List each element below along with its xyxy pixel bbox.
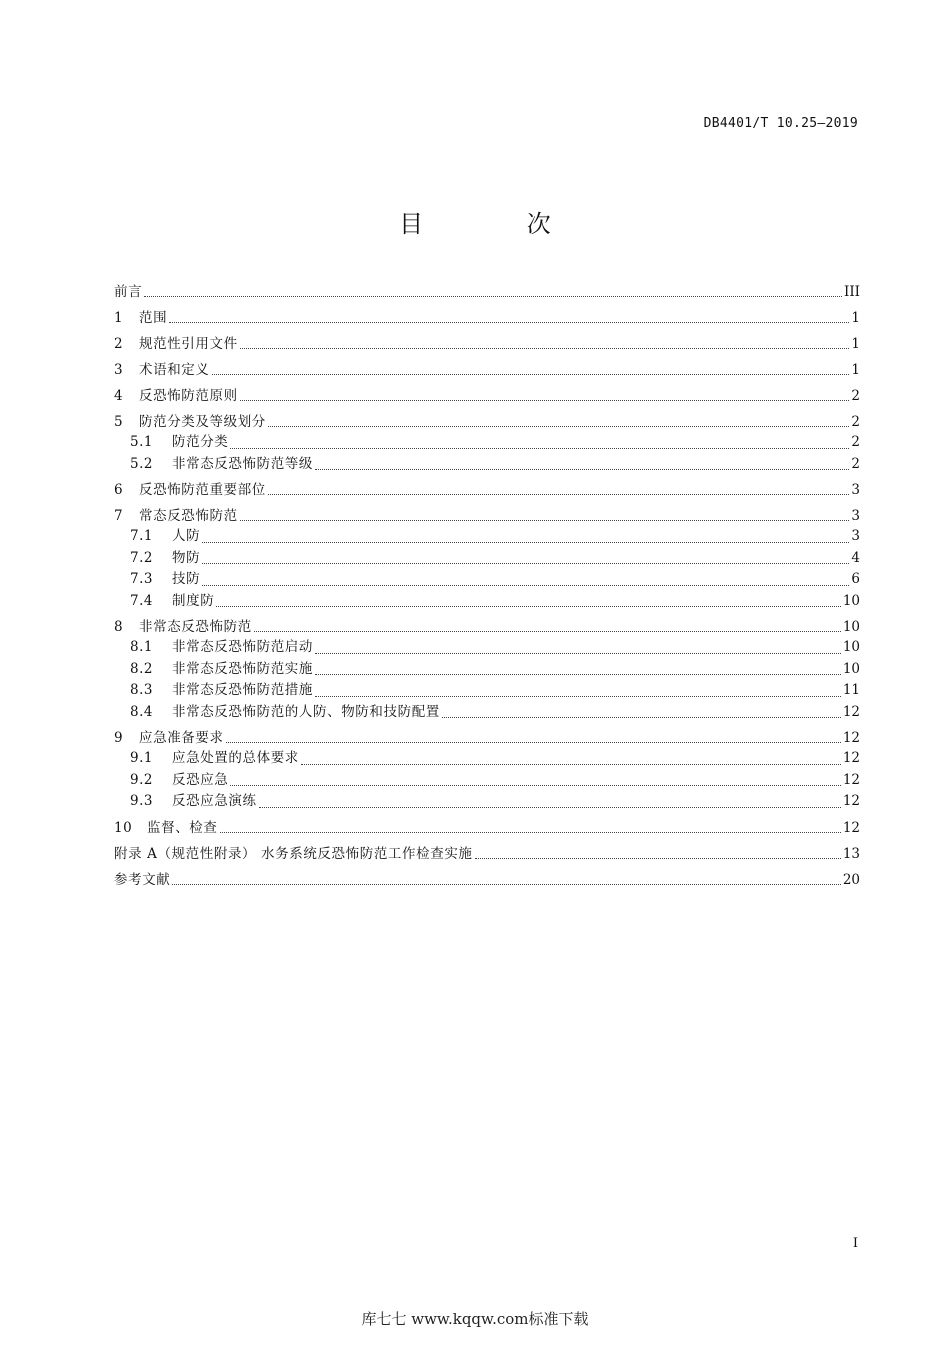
toc-entry-number: 9 (114, 730, 124, 746)
toc-dot-leader (268, 493, 850, 495)
toc-entry-page: 12 (842, 750, 860, 766)
toc-entry-number: 9.1 (130, 750, 153, 766)
toc-entry-label: 防范分类及等级划分 (139, 414, 266, 430)
toc-entry-number: 8.4 (130, 703, 153, 720)
toc-dot-leader (202, 584, 849, 586)
toc-entry-page: 1 (851, 362, 860, 378)
toc-entry[interactable] (114, 526, 860, 548)
toc-entry[interactable] (114, 659, 860, 681)
toc-entry-label: 反恐应急演练 (172, 793, 257, 809)
toc-dot-leader (230, 447, 849, 449)
toc-entry-number: 8.1 (130, 639, 153, 655)
toc-dot-leader (202, 541, 849, 543)
toc-entry[interactable] (114, 569, 860, 591)
toc-entry-label: 物防 (172, 549, 201, 566)
toc-entry-page: III (844, 284, 860, 300)
toc-entry-page: 1 (851, 310, 860, 326)
toc-entry-number: 7.1 (130, 528, 153, 544)
toc-entry-page: 12 (842, 793, 860, 809)
toc-entry[interactable] (114, 617, 860, 637)
toc-dot-leader (315, 652, 841, 654)
toc-entry-label: 监督、检查 (147, 819, 218, 836)
toc-entry[interactable] (114, 506, 860, 526)
toc-dot-leader (220, 831, 841, 833)
toc-entry-number: 2 (114, 336, 124, 352)
toc-entry-label: 应急处置的总体要求 (172, 750, 299, 766)
toc-entry-page: 3 (851, 508, 860, 524)
toc-entry[interactable] (114, 770, 860, 792)
toc-dot-leader (240, 399, 850, 401)
toc-entry-number: 5.1 (130, 434, 153, 450)
toc-entry-page: 10 (842, 619, 860, 635)
toc-dot-leader (259, 806, 841, 808)
toc-entry-page: 1 (851, 336, 860, 352)
toc-dot-leader (172, 883, 840, 885)
toc-entry[interactable] (114, 870, 860, 890)
toc-entry-page: 4 (851, 549, 860, 566)
toc-dot-leader (442, 716, 841, 718)
toc-dot-leader (240, 347, 850, 349)
toc-entry[interactable] (114, 637, 860, 659)
toc-dot-leader (240, 519, 850, 521)
toc-entry-page: 10 (842, 639, 860, 655)
page-title: 目 次 (399, 210, 599, 238)
toc-entry[interactable] (114, 334, 860, 354)
toc-dot-leader (212, 373, 850, 375)
toc-entry-page: 10 (842, 660, 860, 677)
toc-dot-leader (144, 295, 842, 297)
toc-entry-label: 非常态反恐怖防范实施 (172, 660, 313, 677)
toc-entry-number: 10 (114, 819, 133, 836)
toc-entry[interactable] (114, 844, 860, 864)
toc-entry[interactable] (114, 728, 860, 748)
toc-entry-number: 8.3 (130, 682, 153, 698)
toc-entry-number: 6 (114, 482, 124, 498)
toc-dot-leader (301, 763, 841, 765)
toc-entry-label: 非常态反恐怖防范启动 (172, 639, 313, 655)
toc-entry-number: 7.2 (130, 549, 153, 566)
toc-entry-page: 3 (851, 482, 860, 498)
toc-entry-number: 4 (114, 388, 124, 404)
table-of-contents (114, 282, 860, 890)
toc-entry[interactable] (114, 360, 860, 380)
toc-entry-label: 技防 (172, 571, 201, 587)
toc-entry-page: 13 (842, 845, 860, 862)
toc-entry[interactable] (114, 480, 860, 500)
toc-entry-page: 12 (842, 703, 860, 720)
toc-dot-leader (216, 605, 841, 607)
toc-entry[interactable] (114, 702, 860, 724)
toc-entry-label: 常态反恐怖防范 (139, 508, 238, 524)
toc-dot-leader (230, 784, 840, 786)
toc-entry-label: 制度防 (172, 592, 215, 609)
toc-entry[interactable] (114, 412, 860, 432)
toc-dot-leader (315, 468, 849, 470)
page-number: I (852, 1236, 858, 1251)
toc-dot-leader (315, 673, 841, 675)
toc-entry[interactable] (114, 454, 860, 476)
toc-entry-label: 前言 (114, 284, 143, 300)
toc-entry-label: 参考文献 (114, 871, 171, 888)
toc-entry[interactable] (114, 791, 860, 813)
toc-entry-number: 9.2 (130, 771, 153, 788)
toc-entry[interactable] (114, 748, 860, 770)
toc-entry-label: 范围 (139, 310, 168, 326)
toc-entry-number: 7 (114, 508, 124, 524)
toc-entry[interactable] (114, 308, 860, 328)
toc-entry-number: 9.3 (130, 793, 153, 809)
toc-entry-page: 20 (842, 871, 860, 888)
toc-entry-number: 7.4 (130, 592, 153, 609)
toc-entry-number: 7.3 (130, 571, 153, 587)
toc-entry-label: 反恐怖防范原则 (139, 388, 238, 404)
toc-dot-leader (169, 321, 849, 323)
toc-dot-leader (202, 562, 849, 564)
toc-entry-page: 12 (842, 771, 860, 788)
toc-entry[interactable] (114, 548, 860, 570)
toc-entry-number: 5.2 (130, 455, 153, 472)
toc-entry-page: 10 (842, 592, 860, 609)
toc-entry[interactable] (114, 680, 860, 702)
toc-dot-leader (226, 741, 841, 743)
toc-entry-label: 非常态反恐怖防范的人防、物防和技防配置 (172, 703, 440, 720)
toc-entry-number: 8.2 (130, 660, 153, 677)
toc-entry-label: 人防 (172, 528, 201, 544)
toc-entry-label: 反恐应急 (172, 771, 229, 788)
toc-entry-label: 应急准备要求 (139, 730, 224, 746)
toc-dot-leader (268, 425, 850, 427)
toc-entry[interactable] (114, 591, 860, 613)
toc-entry-label: 非常态反恐怖防范 (139, 619, 252, 635)
toc-entry-page: 12 (842, 730, 860, 746)
toc-entry-number: 1 (114, 310, 124, 326)
toc-entry-label: 防范分类 (172, 434, 229, 450)
toc-entry-label: 非常态反恐怖防范等级 (172, 455, 313, 472)
toc-entry-page: 2 (851, 414, 860, 430)
toc-entry[interactable] (114, 432, 860, 454)
toc-entry[interactable] (114, 818, 860, 838)
footer-watermark: 库七七 www.kqqw.com标准下载 (361, 1310, 589, 1328)
toc-entry-page: 2 (851, 455, 860, 472)
toc-entry-page: 11 (842, 682, 860, 698)
toc-dot-leader (254, 630, 841, 632)
toc-dot-leader (475, 857, 841, 859)
toc-entry-label: 规范性引用文件 (139, 336, 238, 352)
document-code: DB4401/T 10.25—2019 (703, 116, 858, 131)
toc-entry-page: 2 (851, 388, 860, 404)
toc-entry-page: 2 (851, 434, 860, 450)
toc-entry-page: 3 (851, 528, 860, 544)
toc-entry[interactable] (114, 282, 860, 302)
toc-entry-label: 反恐怖防范重要部位 (139, 482, 266, 498)
toc-entry[interactable] (114, 386, 860, 406)
toc-dot-leader (315, 695, 841, 697)
toc-entry-number: 5 (114, 414, 124, 430)
toc-entry-page: 6 (851, 571, 860, 587)
toc-entry-page: 12 (842, 819, 860, 836)
toc-entry-number: 3 (114, 362, 124, 378)
toc-entry-label: 附录 A（规范性附录） 水务系统反恐怖防范工作检查实施 (114, 845, 473, 862)
toc-entry-number: 8 (114, 619, 124, 635)
toc-entry-label: 术语和定义 (139, 362, 210, 378)
toc-entry-label: 非常态反恐怖防范措施 (172, 682, 313, 698)
